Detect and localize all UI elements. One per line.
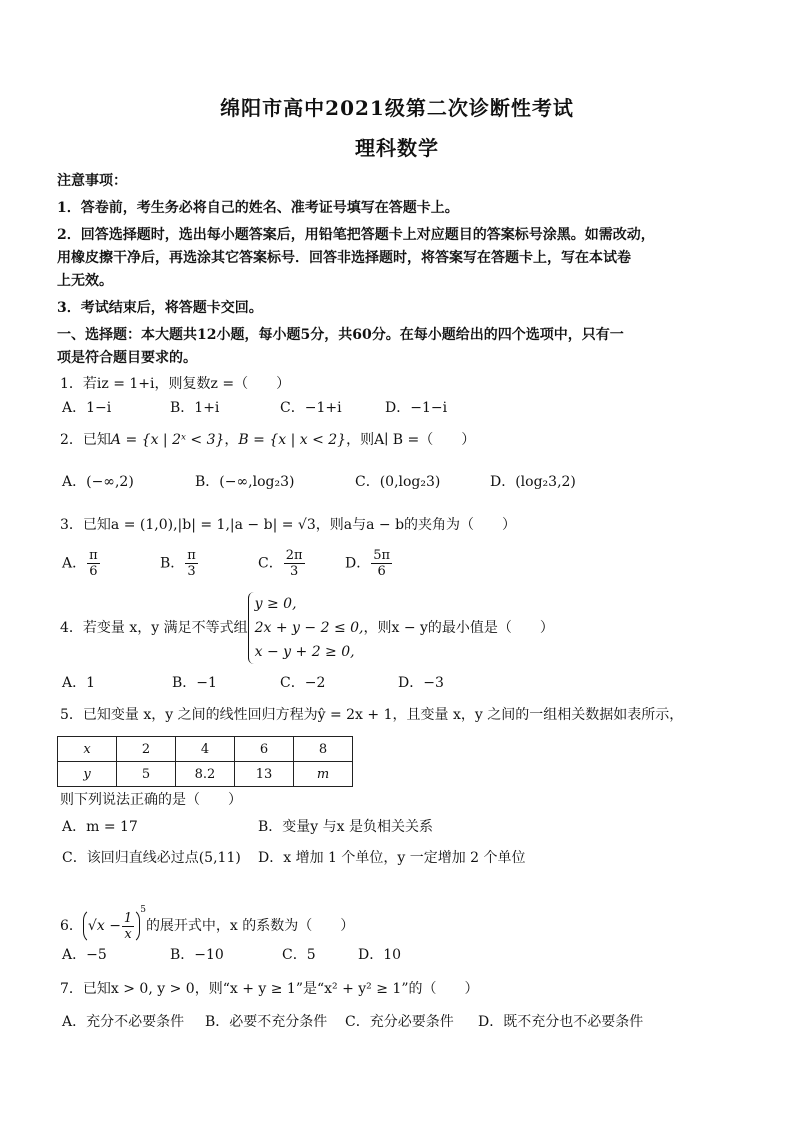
q1-option-a: A．1−i xyxy=(62,400,112,416)
q3-option-d-fraction: $\frac{5\pi}{6}$ xyxy=(373,548,391,579)
q7-option-b: B．必要不充分条件 xyxy=(205,1014,328,1030)
q5-option-d: D．x 增加 1 个单位，y 一定增加 2 个单位 xyxy=(258,850,526,866)
q4-post: ，则x − y的最小值是（ ） xyxy=(363,620,554,636)
table-cell: x xyxy=(58,737,117,762)
q5-ask: 则下列说法正确的是（ ） xyxy=(60,792,242,808)
q2-set-a: A = {x | 2ˣ < 3} xyxy=(110,432,225,448)
q2-comma: ， xyxy=(224,432,239,448)
q6-option-a: A．−5 xyxy=(62,947,107,963)
q3-option-d-letter: D． xyxy=(345,555,371,572)
notes-heading: 注意事项： xyxy=(57,173,127,189)
q4-inequality-1: y ≥ 0, xyxy=(254,596,297,612)
q3-option-d xyxy=(345,548,393,579)
q3-option-b-fraction: $\frac{\pi}{3}$ xyxy=(187,548,196,579)
table-cell: y xyxy=(58,762,117,787)
exam-subject: 理科数学 xyxy=(355,136,439,160)
note-3: 3．考试结束后，将答题卡交回。 xyxy=(57,300,263,316)
q5-option-a: A．m = 17 xyxy=(62,819,138,835)
q5-stem: 5．已知变量 x，y 之间的线性回归方程为ŷ = 2x + 1，且变量 x，y 之间的一组相关数据如表所示， xyxy=(60,707,684,723)
note-2-line-2: 用橡皮擦干净后，再选涂其它答案标号．回答非选择题时，将答案写在答题卡上，写在本试卷 xyxy=(57,250,631,266)
q4-stem xyxy=(60,592,554,664)
q5-data-table xyxy=(57,736,353,787)
q5-option-c: C．该回归直线必过点(5,11) xyxy=(62,850,241,866)
table-cell: 8.2 xyxy=(176,762,235,787)
q2-option-b: B．(−∞,log₂3) xyxy=(195,474,295,490)
q4-inequality-system xyxy=(248,592,364,664)
q7-option-a: A．充分不必要条件 xyxy=(62,1014,185,1030)
q5-option-b: B．变量y 与x 是负相关关系 xyxy=(258,819,433,835)
q3-option-b xyxy=(160,548,199,579)
q7-stem: 7．已知x > 0, y > 0，则“x + y ≥ 1”是“x² + y² ≥ 1”的（ ） xyxy=(60,981,479,997)
q3-option-c-fraction: $\frac{2\pi}{3}$ xyxy=(285,548,303,579)
q3-option-a-fraction: $\frac{\pi}{6}$ xyxy=(89,548,98,579)
q3-option-c xyxy=(258,548,306,579)
q2-option-c: C．(0,log₂3) xyxy=(355,474,441,490)
q1-option-b: B．1+i xyxy=(170,400,220,416)
q2-set-b: B = {x | x < 2} xyxy=(238,432,347,448)
note-2-line-3: 上无效。 xyxy=(57,273,113,289)
table-cell: m xyxy=(294,762,353,787)
q2-stem xyxy=(60,430,475,450)
section-heading-line-1: 一、选择题：本大题共12小题，每小题5分，共60分。在每小题给出的四个选项中，只有一 xyxy=(57,327,624,343)
table-cell: 5 xyxy=(117,762,176,787)
table-cell: 4 xyxy=(176,737,235,762)
table-cell: 6 xyxy=(235,737,294,762)
q3-stem: 3．已知a = (1,0),|b| = 1,|a − b| = √3，则a与a − b的夹角为（ ） xyxy=(60,517,517,533)
table-row xyxy=(58,762,353,787)
q6-exponent: 5 xyxy=(140,905,146,915)
q1-option-c: C．−1+i xyxy=(280,400,342,416)
table-row xyxy=(58,737,353,762)
q6-option-d: D．10 xyxy=(358,947,402,963)
exam-title: 绵阳市高中2021级第二次诊断性考试 xyxy=(220,96,574,120)
q6-option-b: B．−10 xyxy=(170,947,224,963)
table-cell: 8 xyxy=(294,737,353,762)
q2-option-a: A．(−∞,2) xyxy=(62,474,134,490)
q6-option-c: C．5 xyxy=(282,947,316,963)
note-1: 1．答卷前，考生务必将自己的姓名、准考证号填写在答题卡上。 xyxy=(57,200,459,216)
q2-post: ，则A∣ B =（ ） xyxy=(346,432,476,448)
q4-pre: 4．若变量 x，y 满足不等式组 xyxy=(60,620,248,636)
q3-option-b-letter: B． xyxy=(160,555,185,572)
q4-option-d: D．−3 xyxy=(398,675,444,691)
table-cell: 13 xyxy=(235,762,294,787)
section-heading-line-2: 项是符合题目要求的。 xyxy=(57,350,197,366)
q4-inequality-2: 2x + y − 2 ≤ 0, xyxy=(254,620,364,636)
q4-option-c: C．−2 xyxy=(280,675,326,691)
q6-stem xyxy=(60,893,354,944)
q6-pre: 6． xyxy=(60,918,83,934)
q1-stem: 1．若iz = 1+i，则复数z =（ ） xyxy=(60,376,291,392)
q6-post: 的展开式中，x 的系数为（ ） xyxy=(145,918,355,934)
q4-option-b: B．−1 xyxy=(172,675,217,691)
q2-pre: 2．已知 xyxy=(60,432,111,448)
note-2-line-1: 2．回答选择题时，选出每小题答案后，用铅笔把答题卡上对应题目的答案标号涂黑。如需改动， xyxy=(57,227,655,243)
q6-sqrt-term: √x − xyxy=(87,918,121,934)
q7-option-d: D．既不充分也不必要条件 xyxy=(478,1014,644,1030)
q7-option-c: C．充分必要条件 xyxy=(345,1014,454,1030)
table-cell: 2 xyxy=(117,737,176,762)
q6-binomial xyxy=(83,908,140,944)
q3-option-a-letter: A． xyxy=(62,555,87,572)
q3-option-a xyxy=(62,548,101,579)
q4-inequality-3: x − y + 2 ≥ 0, xyxy=(254,644,355,660)
q4-option-a: A．1 xyxy=(62,675,96,691)
q2-option-d: D．(log₂3,2) xyxy=(490,474,576,490)
q3-option-c-letter: C． xyxy=(258,555,283,572)
q1-option-d: D．−1−i xyxy=(385,400,448,416)
q6-fraction: $\frac{1}{x}$ xyxy=(123,910,133,942)
